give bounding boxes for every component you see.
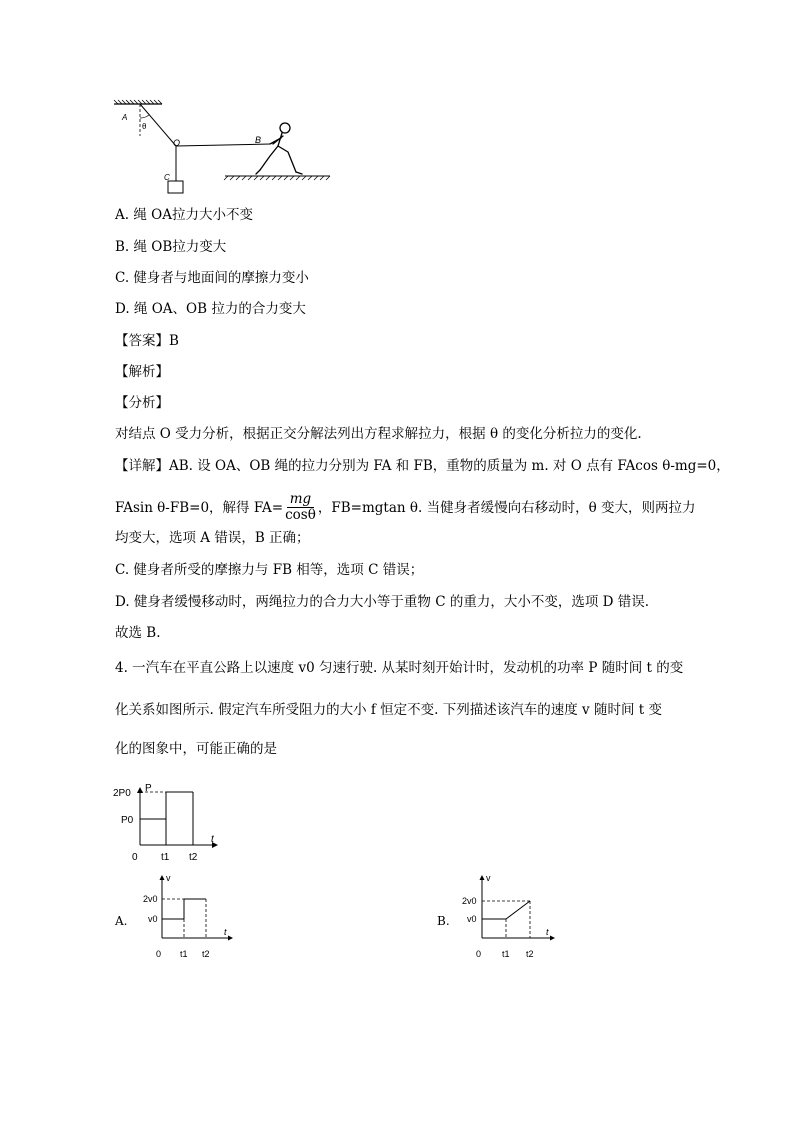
q4-line-3: 化的图象中，可能正确的是 (115, 741, 277, 757)
detail-line-2 (115, 492, 696, 523)
fraction-denominator: cosθ (285, 507, 316, 523)
fraction (285, 492, 316, 523)
detail-line-1: 【详解】AB. 设 OA、OB 绳的拉力分别为 FA 和 FB，重物的质量为 m. 对 O 点有 FAcos θ-mg=0， (115, 458, 730, 474)
fenxi-heading: 【分析】 (115, 395, 169, 411)
a-tick-t2: t2 (202, 949, 210, 959)
b-tick-t2: t2 (526, 949, 534, 959)
a-tick-2v0: 2v0 (143, 894, 158, 904)
detail-line-3: 均变大，选项 A 错误，B 正确； (115, 530, 310, 546)
answer: 【答案】B (115, 333, 179, 349)
choice-b-graph (460, 870, 580, 962)
tick-P0: P0 (121, 815, 134, 826)
b-tick-v0: v0 (467, 914, 477, 924)
option-d: D. 绳 OA、OB 拉力的合力变大 (115, 301, 306, 317)
label-O: O (173, 138, 181, 148)
b-tick-t1: t1 (502, 949, 510, 959)
rope-diagram (110, 96, 360, 196)
tick-t2: t2 (189, 852, 198, 863)
origin: 0 (132, 852, 138, 863)
fenxi-text: 对结点 O 受力分析，根据正交分解法列出方程求解拉力，根据 θ 的变化分析拉力的变化. (115, 426, 642, 442)
analysis-heading: 【解析】 (115, 364, 169, 380)
power-time-graph (105, 780, 235, 870)
detail-line-2-pre: FAsin θ-FB=0，解得 FA= (115, 499, 284, 516)
choice-a-label: A. (115, 914, 128, 928)
option-b: B. 绳 OB拉力变大 (115, 239, 227, 255)
label-A: A (122, 113, 128, 122)
choice-b-label: B. (437, 914, 450, 928)
a-t-axis: t (224, 927, 227, 937)
b-t-axis: t (546, 927, 549, 937)
person-figure (256, 123, 302, 174)
t-axis-label: t (211, 834, 214, 845)
a-origin: 0 (156, 949, 162, 959)
label-B: B (255, 135, 262, 145)
b-v-axis: v (486, 873, 491, 883)
a-v-axis: v (166, 873, 171, 883)
a-tick-t1: t1 (180, 949, 188, 959)
label-C: C (164, 173, 170, 182)
a-tick-v0: v0 (148, 914, 158, 924)
fraction-numerator: mg (287, 492, 314, 508)
p-axis-label: P (145, 783, 152, 794)
detail-line-6: 故选 B. (115, 625, 161, 641)
detail-line-5: D. 健身者缓慢移动时，两绳拉力的合力大小等于重物 C 的重力，大小不变，选项 D 错误. (115, 594, 650, 610)
tick-2P0: 2P0 (113, 788, 131, 799)
choice-a-graph (140, 870, 260, 962)
label-theta: θ (142, 122, 147, 131)
q4-line-2: 化关系如图所示. 假定汽车所受阻力的大小 f 恒定不变. 下列描述该汽车的速度 v 随时间 t 变 (115, 702, 662, 718)
q4-line-1: 4. 一汽车在平直公路上以速度 v0 匀速行驶. 从某时刻开始计时，发动机的功率 P 随时间 t 的变 (115, 660, 684, 676)
detail-line-4: C. 健身者所受的摩擦力与 FB 相等，选项 C 错误； (115, 562, 424, 578)
b-tick-2v0: 2v0 (462, 896, 477, 906)
option-c: C. 健身者与地面间的摩擦力变小 (115, 270, 309, 286)
option-a: A. 绳 OA拉力大小不变 (115, 207, 253, 223)
tick-t1: t1 (161, 852, 170, 863)
detail-line-2-post: ，FB=mgtan θ. 当健身者缓慢向右移动时，θ 变大，则两拉力 (317, 499, 696, 516)
b-origin: 0 (476, 949, 482, 959)
